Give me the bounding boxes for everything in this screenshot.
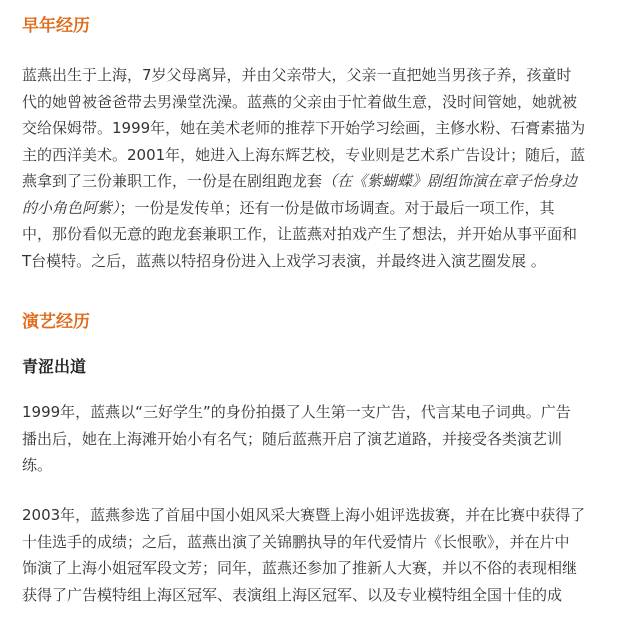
text-line: 1999年，蓝燕以“三好学生”的身份拍摄了人生第一支广告，代言某电子词典。广告 — [22, 403, 571, 421]
text-line: 获得了广告模特组上海区冠军、表演组上海区冠军、以及专业模特组全国十佳的成 — [22, 585, 563, 604]
text-line: 主的西洋美术。2001年，她进入上海东辉艺校，专业则是艺术系广告设计；随后，蓝 — [22, 145, 586, 164]
paragraph-debut — [22, 399, 614, 479]
text-line: 播出后，她在上海滩开始小有名气；随后蓝燕开启了演艺道路，并接受各类演艺训 — [22, 429, 563, 448]
paragraph-2003 — [22, 502, 614, 608]
italic-note: （在《紫蝴蝶》剧组饰演在章子怡身边 — [322, 172, 578, 190]
text-line: 2003年，蓝燕参选了首届中国小姐风采大赛暨上海小姐评选拔赛，并在比赛中获得了 — [22, 506, 586, 524]
text-line: 练。 — [22, 456, 53, 474]
text-line — [22, 195, 614, 222]
text-line: 蓝燕出生于上海，7岁父母离异，并由父亲带大，父亲一直把她当男孩子养，孩童时 — [22, 66, 572, 84]
paragraph-early-life — [22, 62, 614, 274]
text-line: 交给保姆带。1999年，她在美术老师的推荐下开始学习绘画，主修水粉、石膏素描为 — [22, 119, 586, 137]
subsection-title-debut: 青涩出道 — [22, 357, 87, 376]
text-segment: ；一份是发传单；还有一份是做市场调查。对于最后一项工作，其 — [119, 198, 555, 217]
text-line: T台模特。之后，蓝燕以特招身份进入上戏学习表演，并最终进入演艺圈发展 。 — [22, 251, 546, 270]
italic-note: 的小角色阿紫） — [22, 198, 120, 217]
section-title-career: 演艺经历 — [22, 312, 90, 332]
text-line: 饰演了上海小姐冠军段文芳；同年，蓝燕还参加了推新人大赛，并以不俗的表现相继 — [22, 559, 578, 577]
section-title-early-life: 早年经历 — [22, 16, 90, 36]
text-line — [22, 168, 614, 195]
text-line: 十佳选手的成绩；之后，蓝燕出演了关锦鹏执导的年代爱情片《长恨歌》，并在片中 — [22, 532, 570, 551]
text-line: 中，那份看似无意的跑龙套兼职工作，让蓝燕对拍戏产生了想法，并开始从事平面和 — [22, 225, 578, 243]
text-line: 代的她曾被爸爸带去男澡堂洗澡。蓝燕的父亲由于忙着做生意，没时间管她，她就被 — [22, 92, 578, 111]
text-segment: 燕拿到了三份兼职工作，一份是在剧组跑龙套 — [22, 172, 323, 190]
